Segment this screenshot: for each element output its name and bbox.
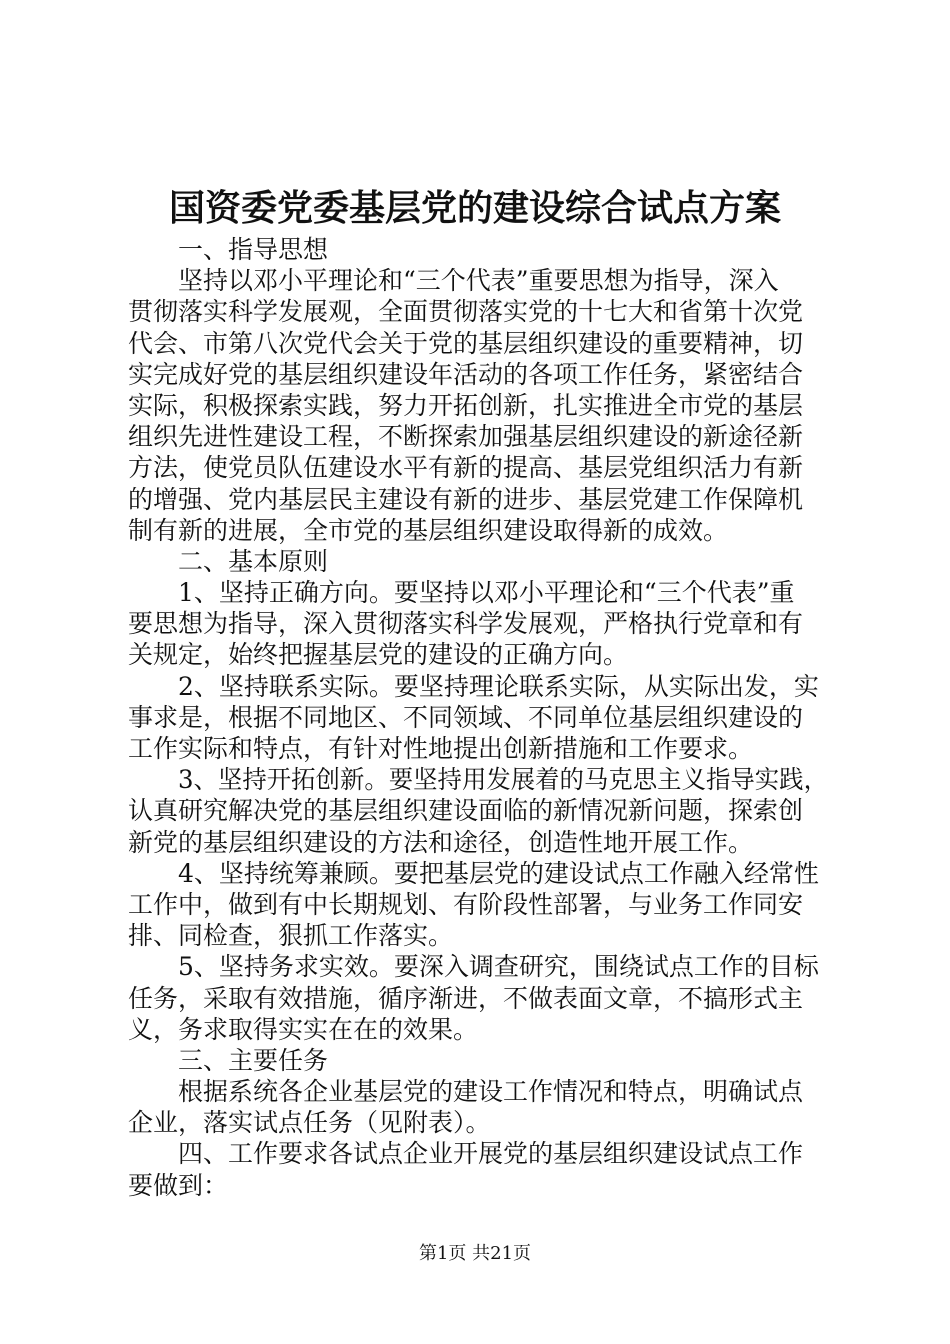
page-number-footer: 第1页 共21页 xyxy=(418,1243,532,1264)
text-line: 关规定，始终把握基层党的建设的正确方向。 xyxy=(128,640,629,670)
text-line: 要做到： xyxy=(128,1170,229,1200)
text-line: 坚持以邓小平理论和“三个代表”重要思想为指导，深入 xyxy=(178,266,779,296)
text-line: 义，务求取得实实在在的效果。 xyxy=(128,1014,479,1044)
text-line: 四、工作要求各试点企业开展党的基层组织建设试点工作 xyxy=(178,1139,804,1169)
text-line: 一、指导思想 xyxy=(178,235,329,264)
text-line: 实际，积极探索实践，努力开拓创新，扎实推进全市党的基层 xyxy=(128,390,804,420)
text-line: 要思想为指导，深入贯彻落实科学发展观，严格执行党章和有 xyxy=(128,609,804,639)
text-line: 4、坚持统筹兼顾。要把基层党的建设试点工作融入经常性 xyxy=(178,858,819,888)
text-line: 组织先进性建设工程，不断探索加强基层组织建设的新途径新 xyxy=(128,422,804,452)
text-line: 任务，采取有效措施，循序渐进，不做表面文章，不搞形式主 xyxy=(128,983,804,1013)
text-line: 根据系统各企业基层党的建设工作情况和特点，明确试点 xyxy=(178,1077,804,1107)
text-line: 实完成好党的基层组织建设年活动的各项工作任务，紧密结合 xyxy=(128,359,804,389)
text-line: 三、主要任务 xyxy=(178,1045,329,1075)
text-line: 的增强、党内基层民主建设有新的进步、基层党建工作保障机 xyxy=(128,484,804,514)
text-line: 事求是，根据不同地区、不同领域、不同单位基层组织建设的 xyxy=(128,702,804,732)
text-line: 企业，落实试点任务（见附表）。 xyxy=(128,1108,491,1138)
text-line: 代会、市第八次党代会关于党的基层组织建设的重要精神，切 xyxy=(128,328,804,358)
text-line: 贯彻落实科学发展观，全面贯彻落实党的十七大和省第十次党 xyxy=(128,297,804,327)
text-line: 工作实际和特点，有针对性地提出创新措施和工作要求。 xyxy=(128,734,754,763)
text-line: 新党的基层组织建设的方法和途径，创造性地开展工作。 xyxy=(128,827,754,857)
text-line: 5、坚持务求实效。要深入调查研究，围绕试点工作的目标 xyxy=(178,952,819,982)
text-line: 2、坚持联系实际。要坚持理论联系实际，从实际出发，实 xyxy=(178,671,819,701)
text-line: 制有新的进展，全市党的基层组织建设取得新的成效。 xyxy=(128,515,729,545)
document-title: 国资委党委基层党的建设综合试点方案 xyxy=(168,187,781,229)
text-line: 方法，使党员队伍建设水平有新的提高、基层党组织活力有新 xyxy=(128,453,804,483)
text-line: 认真研究解决党的基层组织建设面临的新情况新问题，探索创 xyxy=(128,796,804,826)
text-line: 排、同检查，狠抓工作落实。 xyxy=(128,921,454,951)
text-line: 3、坚持开拓创新。要坚持用发展着的马克思主义指导实践， xyxy=(178,765,828,795)
text-line: 1、坚持正确方向。要坚持以邓小平理论和“三个代表”重 xyxy=(178,578,795,608)
text-line: 二、基本原则 xyxy=(178,546,329,576)
document-body xyxy=(128,234,828,1201)
text-line: 工作中，做到有中长期规划、有阶段性部署，与业务工作同安 xyxy=(128,889,804,919)
